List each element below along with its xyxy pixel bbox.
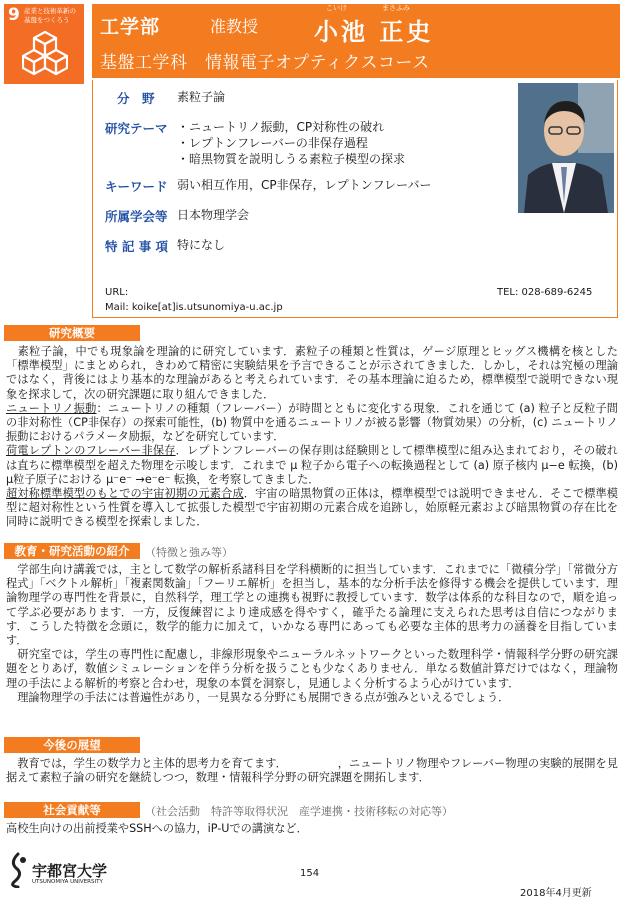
name-ruby-given: まさふみ [382, 4, 410, 12]
rank: 准教授 [210, 17, 259, 36]
overview-text: ．レプトンフレーバーの保存則は経験則として標準模型に組み込まれており，その破れは直ちに標準模型を超えた物理を示唆します．これまで μ 粒子から電子への転換過程として (a) 原子核内 μ−e 転換，(b) μ粒子原子における μ⁻e⁻ →e⁻e⁻ 転換，を考察してきました． [6, 444, 618, 486]
sdg-badge [4, 4, 84, 84]
notes-label: 特 記 事 項 [105, 239, 169, 254]
topic-neutrino: ニュートリノ振動 [6, 401, 97, 415]
section-overview-title: 研究概要 [4, 325, 140, 341]
section-social-title: 社会貢献等 [4, 802, 140, 818]
cube-icon [22, 30, 68, 80]
social-text: 高校生向けの出前授業やSSHへの協力，iP-Uでの講演など． [6, 822, 308, 835]
research-item: ・レプトンフレーバーの非保存過程 [177, 136, 368, 150]
university-name: 宇都宮大学 [32, 862, 108, 880]
overview-body [6, 345, 618, 530]
education-paragraph [6, 691, 618, 705]
overview-paragraph [6, 402, 618, 445]
topic-susy-bbn: 超対称標準模型のもとでの宇宙初期の元素合成 [6, 487, 244, 501]
overview-paragraph [6, 444, 618, 487]
education-text: 学部生向け講義では，主として数学の解析系諸科目を学科横断的に担当しています．これまでに「微積分学」「常微分方程式」「ベクトル解析」「複素関数論」「フーリエ解析」を担当し，基本的な分析手法を修得する機会を提供しています．理論物理学の専門性を背景に，自然科学，理工学との連携も視野に教授しています．数学は体系的な科目なので，順を追って学ぶ必要があります．一方，反復練習により達成感を得やすく，確乎たる論理に支えられた思考は自信につながります．こうした特徴を念頭に，数学的能力に加えて，いかなる専門にあっても必要な主体的思考力の涵養を目指しています． [6, 563, 618, 648]
url-label: URL: [105, 287, 129, 298]
topic-lepton-flavor: 荷電レプトンのフレーバー非保存 [6, 444, 176, 458]
social-body [6, 822, 618, 836]
overview-text: 素粒子論，中でも現象論を理論的に研究しています．素粒子の種類と性質は，ゲージ原理とヒッグス機構を核とした「標準模型」にまとめられ，きわめて精密に実験結果を予言できることが示されてきました．しかし，それは究極の理論ではなく，背後にはより基本的な理論があると考えられています．その基本理論に迫るため，標準模型で説明できない現象を探求して，次の研究課題に取り組んできました． [6, 345, 618, 401]
education-body [6, 563, 618, 705]
university-name-en: UTSUNOMIYA UNIVERSITY [32, 879, 103, 885]
notes-value: 特になし [177, 238, 226, 252]
keyword-label: キーワード [105, 179, 168, 194]
sdg-number: 9 [8, 5, 20, 25]
research-item: ・暗黒物質を説明しうる素粒子模型の探求 [177, 152, 406, 166]
society-label: 所属学会等 [105, 209, 168, 224]
education-text: 理論物理学の手法には普遍性があり，一見異なる分野にも展開できる点が強みといえるでしょう． [17, 690, 510, 704]
name-ruby-family: こいけ [326, 4, 347, 12]
education-text: 研究室では，学生の専門性に配慮し，非線形現象やニューラルネットワークといった数理科学・情報科学分野の研究課題をとりあげ，数値シミュレーションを伴う分析を扱うことも少なくありません．単なる数値計算だけではなく，理論物理の手法による解析的考察と合わせ，現象の本質を洞察し，見通しよく分析するよう心がけています． [6, 648, 618, 690]
education-note: （特徴と強み等） [145, 546, 233, 559]
future-text: 教育では，学生の数学力と主体的思考力を育てます． ，ニュートリノ物理やフレーバー物理の実験的展開を見据えて素粒子論の研究を継続しつつ，数理・情報科学分野の研究課題を開拓します． [6, 757, 618, 785]
education-paragraph [6, 648, 618, 691]
future-paragraph [6, 757, 618, 785]
course-name: 基盤工学科 情報電子オプティクスコース [100, 53, 430, 73]
page-number: 154 [300, 868, 320, 879]
social-paragraph [6, 822, 618, 836]
overview-paragraph [6, 345, 618, 402]
department: 工学部 [100, 16, 161, 38]
social-note: （社会活動 特許等取得状況 産学連携・技術移転の対応等） [145, 805, 453, 818]
header-band [92, 4, 620, 78]
field-value: 素粒子論 [177, 90, 226, 104]
keyword-value: 弱い相互作用，CP非保存，レプトンフレーバー [177, 178, 432, 192]
telephone: TEL: 028-689-6245 [497, 287, 593, 298]
professor-name: 小池 正史 [314, 18, 434, 46]
university-emblem-icon [6, 852, 30, 888]
future-body [6, 757, 618, 785]
updated-date: 2018年4月更新 [520, 888, 592, 899]
overview-paragraph [6, 487, 618, 530]
mail-address[interactable]: Mail: koike[at]is.utsunomiya-u.ac.jp [105, 302, 283, 313]
research-label: 研究テーマ [105, 121, 168, 136]
portrait-photo [518, 83, 614, 213]
overview-text: ：ニュートリノの種類（フレーバー）が時間とともに変化する現象．これを通じて (a) 粒子と反粒子間の非対称性（CP非保存）の探索可能性，(b) 物質中を通るニュートリノが被る影響（物質効果）の分析，(c) ニュートリノ振動におけるパラメータ励振，などを研究しています． [6, 401, 618, 444]
section-future-title: 今後の展望 [4, 737, 140, 753]
overview-text: ．宇宙の暗黒物質の正体は，標準模型では説明できません．そこで標準模型に超対称性という性質を導入して拡張した模型で宇宙初期の元素合成を追跡し，始原軽元素および暗黒物質の存在比を同時に説明できる模型を探索しました． [6, 487, 618, 529]
research-item: ・ニュートリノ振動，CP対称性の破れ [177, 120, 385, 134]
field-label: 分 野 [117, 91, 155, 106]
section-education-title: 教育・研究活動の紹介 [4, 543, 140, 559]
sdg-label: 産業と技術革新の基盤をつくろう [24, 7, 76, 24]
profile-box [92, 80, 618, 318]
society-value: 日本物理学会 [177, 208, 250, 222]
education-paragraph [6, 563, 618, 648]
